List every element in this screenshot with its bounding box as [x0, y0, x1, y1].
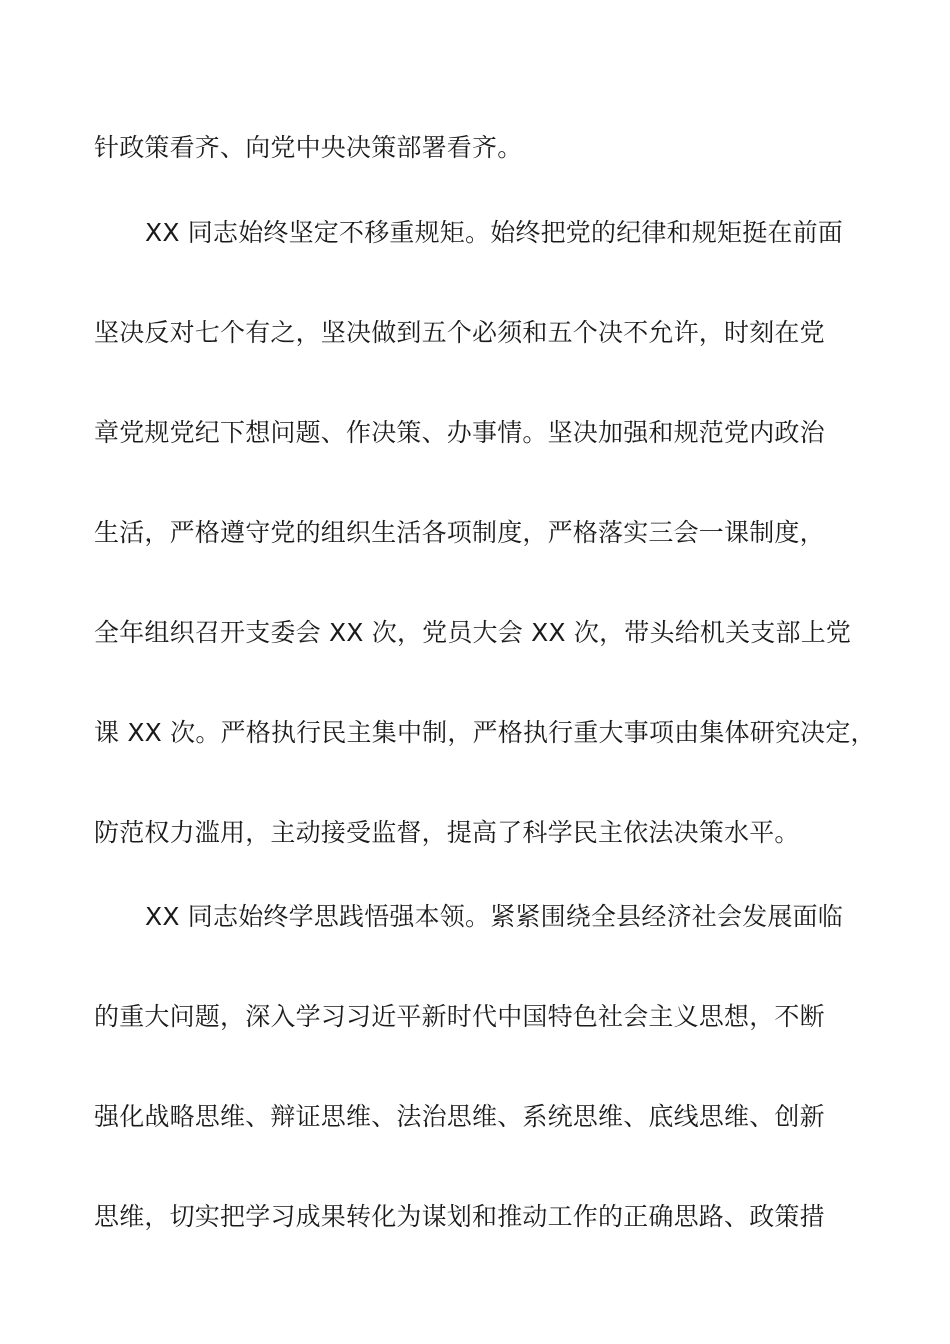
text-line-1: 针政策看齐、向党中央决策部署看齐。	[94, 133, 523, 162]
text-line-8: 防范权力滥用，主动接受监督，提高了科学民主依法决策水平。	[94, 818, 800, 847]
text-line-7: 课 XX 次。严格执行民主集中制，严格执行重大事项由集体研究决定，	[94, 718, 876, 747]
text-line-10: 的重大问题，深入学习习近平新时代中国特色社会主义思想，不断	[94, 1002, 825, 1031]
text-line-5: 生活，严格遵守党的组织生活各项制度，严格落实三会一课制度，	[94, 518, 825, 547]
paragraph-start-line: XX 同志始终学思践悟强本领。紧紧围绕全县经济社会发展面临	[145, 902, 844, 931]
text-line-6: 全年组织召开支委会 XX 次，党员大会 XX 次，带头给机关支部上党	[94, 618, 852, 647]
text-line-3: 坚决反对七个有之，坚决做到五个必须和五个决不允许，时刻在党	[94, 318, 825, 347]
text-line-12: 思维，切实把学习成果转化为谋划和推动工作的正确思路、政策措	[94, 1202, 825, 1231]
text-line-4: 章党规党纪下想问题、作决策、办事情。坚决加强和规范党内政治	[94, 418, 825, 447]
paragraph-start-line: XX 同志始终坚定不移重规矩。始终把党的纪律和规矩挺在前面	[145, 218, 844, 247]
text-line-11: 强化战略思维、辩证思维、法治思维、系统思维、底线思维、创新	[94, 1102, 825, 1131]
